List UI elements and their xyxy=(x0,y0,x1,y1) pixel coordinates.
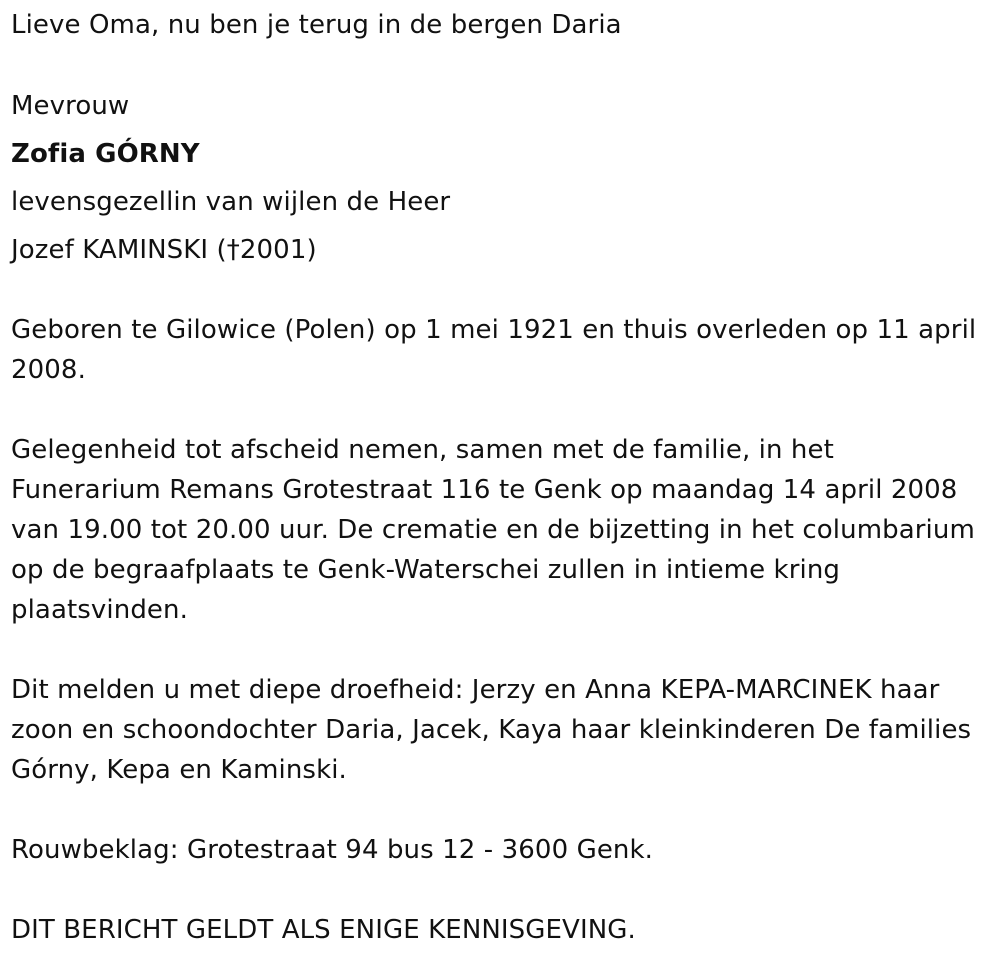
dedication-line: Lieve Oma, nu ben je terug in de bergen Daria xyxy=(11,10,622,40)
birth-death-paragraph: Geboren te Gilowice (Polen) op 1 mei 1921 en thuis overleden op 11 april 2008. xyxy=(11,315,977,385)
announcement-paragraph: Dit melden u met diepe droefheid: Jerzy en Anna KEPA-MARCINEK haar zoon en schoondochter Daria, Jacek, Kaya haar kleinkinderen De families Górny, Kepa en Kaminski. xyxy=(11,675,972,785)
relation-line: levensgezellin van wijlen de Heer xyxy=(11,187,451,217)
farewell-paragraph: Gelegenheid tot afscheid nemen, samen met de familie, in het Funerarium Remans Grotestraat 116 te Genk op maandag 14 april 2008 van 19.00 tot 20.00 uur. De crematie en de bijzetting in het columbarium op de begraafplaats te Genk-Waterschei zullen in intieme kring plaatsvinden. xyxy=(11,435,975,625)
deceased-name: Zofia GÓRNY xyxy=(11,139,200,169)
partner-line: Jozef KAMINSKI (†2001) xyxy=(11,235,317,265)
notice-line: DIT BERICHT GELDT ALS ENIGE KENNISGEVING. xyxy=(11,915,636,945)
condolence-address: Rouwbeklag: Grotestraat 94 bus 12 - 3600 Genk. xyxy=(11,835,654,865)
salutation: Mevrouw xyxy=(11,91,130,121)
